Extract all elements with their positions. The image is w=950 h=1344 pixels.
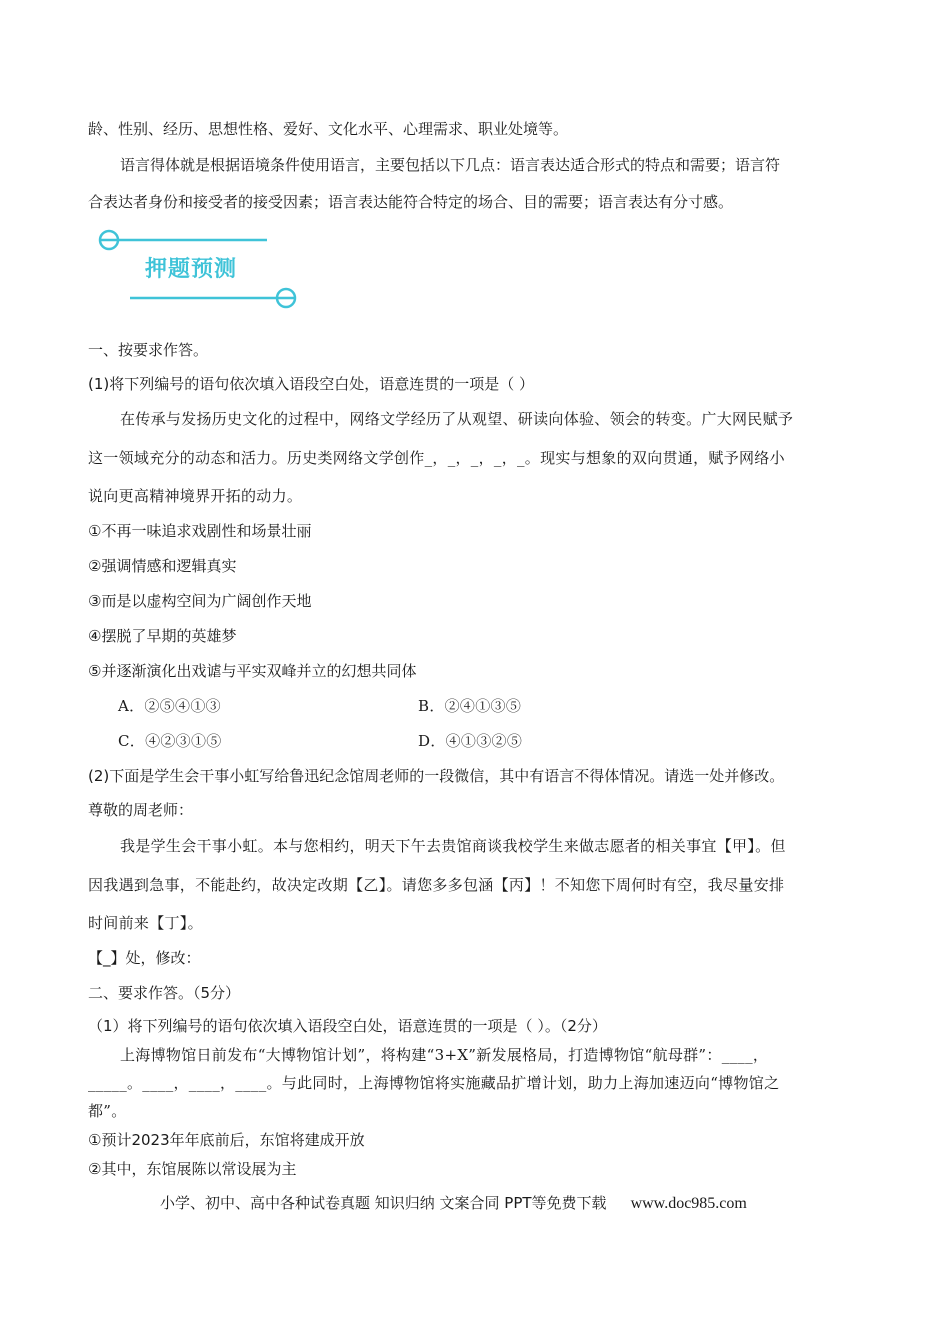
s2-item: ①预计2023年年底前后，东馆将建成开放 [88, 1131, 365, 1149]
s2-passage-line-2: _____。____，____，____。与此同时，上海博物馆将实施藏品扩增计划，助力上海加速迈向“博物馆之 [88, 1074, 780, 1092]
banner-title: 押题预测 [145, 257, 238, 282]
q1-item: ③而是以虚构空间为广阔创作天地 [88, 592, 312, 610]
s2-item: ②其中，东馆展陈以常设展为主 [88, 1160, 297, 1178]
q1-item: ⑤并逐渐演化出戏谑与平实双峰并立的幻想共同体 [88, 662, 417, 680]
intro-line-3: 合表达者身份和接受者的接受因素；语言表达能符合特定的场合、目的需要；语言表达有分寸感。 [88, 193, 734, 211]
footer-text: 小学、初中、高中各种试卷真题 知识归纳 文案合同 PPT等免费下载 [160, 1194, 607, 1212]
letter-body-line-2: 因我遇到急事，不能赴约，故决定改期【乙】。请您多多包涵【丙】！不知您下周何时有空，我尽量安排 [88, 876, 785, 894]
option-a: A．②⑤④①③ [118, 697, 221, 715]
option-b: B．②④①③⑤ [418, 697, 522, 715]
option-c: C．④②③①⑤ [118, 732, 222, 750]
q1-item: ①不再一味追求戏剧性和场景壮丽 [88, 522, 312, 540]
q1-item: ④摆脱了早期的英雄梦 [88, 627, 237, 645]
question-1-prompt: (1)将下列编号的语句依次填入语段空白处，语意连贯的一项是（ ） [88, 375, 535, 393]
s2-passage-line-1: 上海博物馆日前发布“大博物馆计划”，将构建“3+X”新发展格局，打造博物馆“航母群”：____， [120, 1046, 769, 1064]
q1-passage-line-1: 在传承与发扬历史文化的过程中，网络文学经历了从观望、研读向体验、领会的转变。广大网民赋予 [120, 410, 794, 428]
section-banner [95, 228, 305, 310]
page-footer [160, 1192, 747, 1213]
q2-answer-line: 【_】处，修改： [88, 949, 201, 967]
letter-body-line-3: 时间前来【丁】。 [88, 914, 203, 932]
q1-item: ②强调情感和逻辑真实 [88, 557, 237, 575]
intro-line-1: 龄、性别、经历、思想性格、爱好、文化水平、心理需求、职业处境等。 [88, 120, 569, 138]
letter-body-line-1: 我是学生会干事小虹。本与您相约，明天下午去贵馆商谈我校学生来做志愿者的相关事宜【甲】。但 [120, 837, 786, 855]
q1-passage-line-2: 这一领域充分的动态和活力。历史类网络文学创作_，_，_，_，_。现实与想象的双向贯通，赋予网络小 [88, 449, 785, 467]
section-1-heading: 一、按要求作答。 [88, 341, 209, 359]
section-2-heading: 二、要求作答。（5分） [88, 984, 241, 1002]
s2-question-1-prompt: （1）将下列编号的语句依次填入语段空白处，语意连贯的一项是（ ）。（2分） [88, 1017, 607, 1035]
intro-line-2: 语言得体就是根据语境条件使用语言，主要包括以下几点：语言表达适合形式的特点和需要；语言符 [120, 156, 781, 174]
question-2-prompt: (2)下面是学生会干事小虹写给鲁迅纪念馆周老师的一段微信，其中有语言不得体情况。请选一处并修改。 [88, 767, 785, 785]
q1-passage-line-3: 说向更高精神境界开拓的动力。 [88, 487, 303, 505]
footer-site-link[interactable]: www.doc985.com [630, 1195, 747, 1212]
option-d: D．④①③②⑤ [418, 732, 523, 750]
letter-greeting: 尊敬的周老师： [88, 801, 194, 819]
s2-passage-line-3: 都”。 [88, 1102, 127, 1120]
